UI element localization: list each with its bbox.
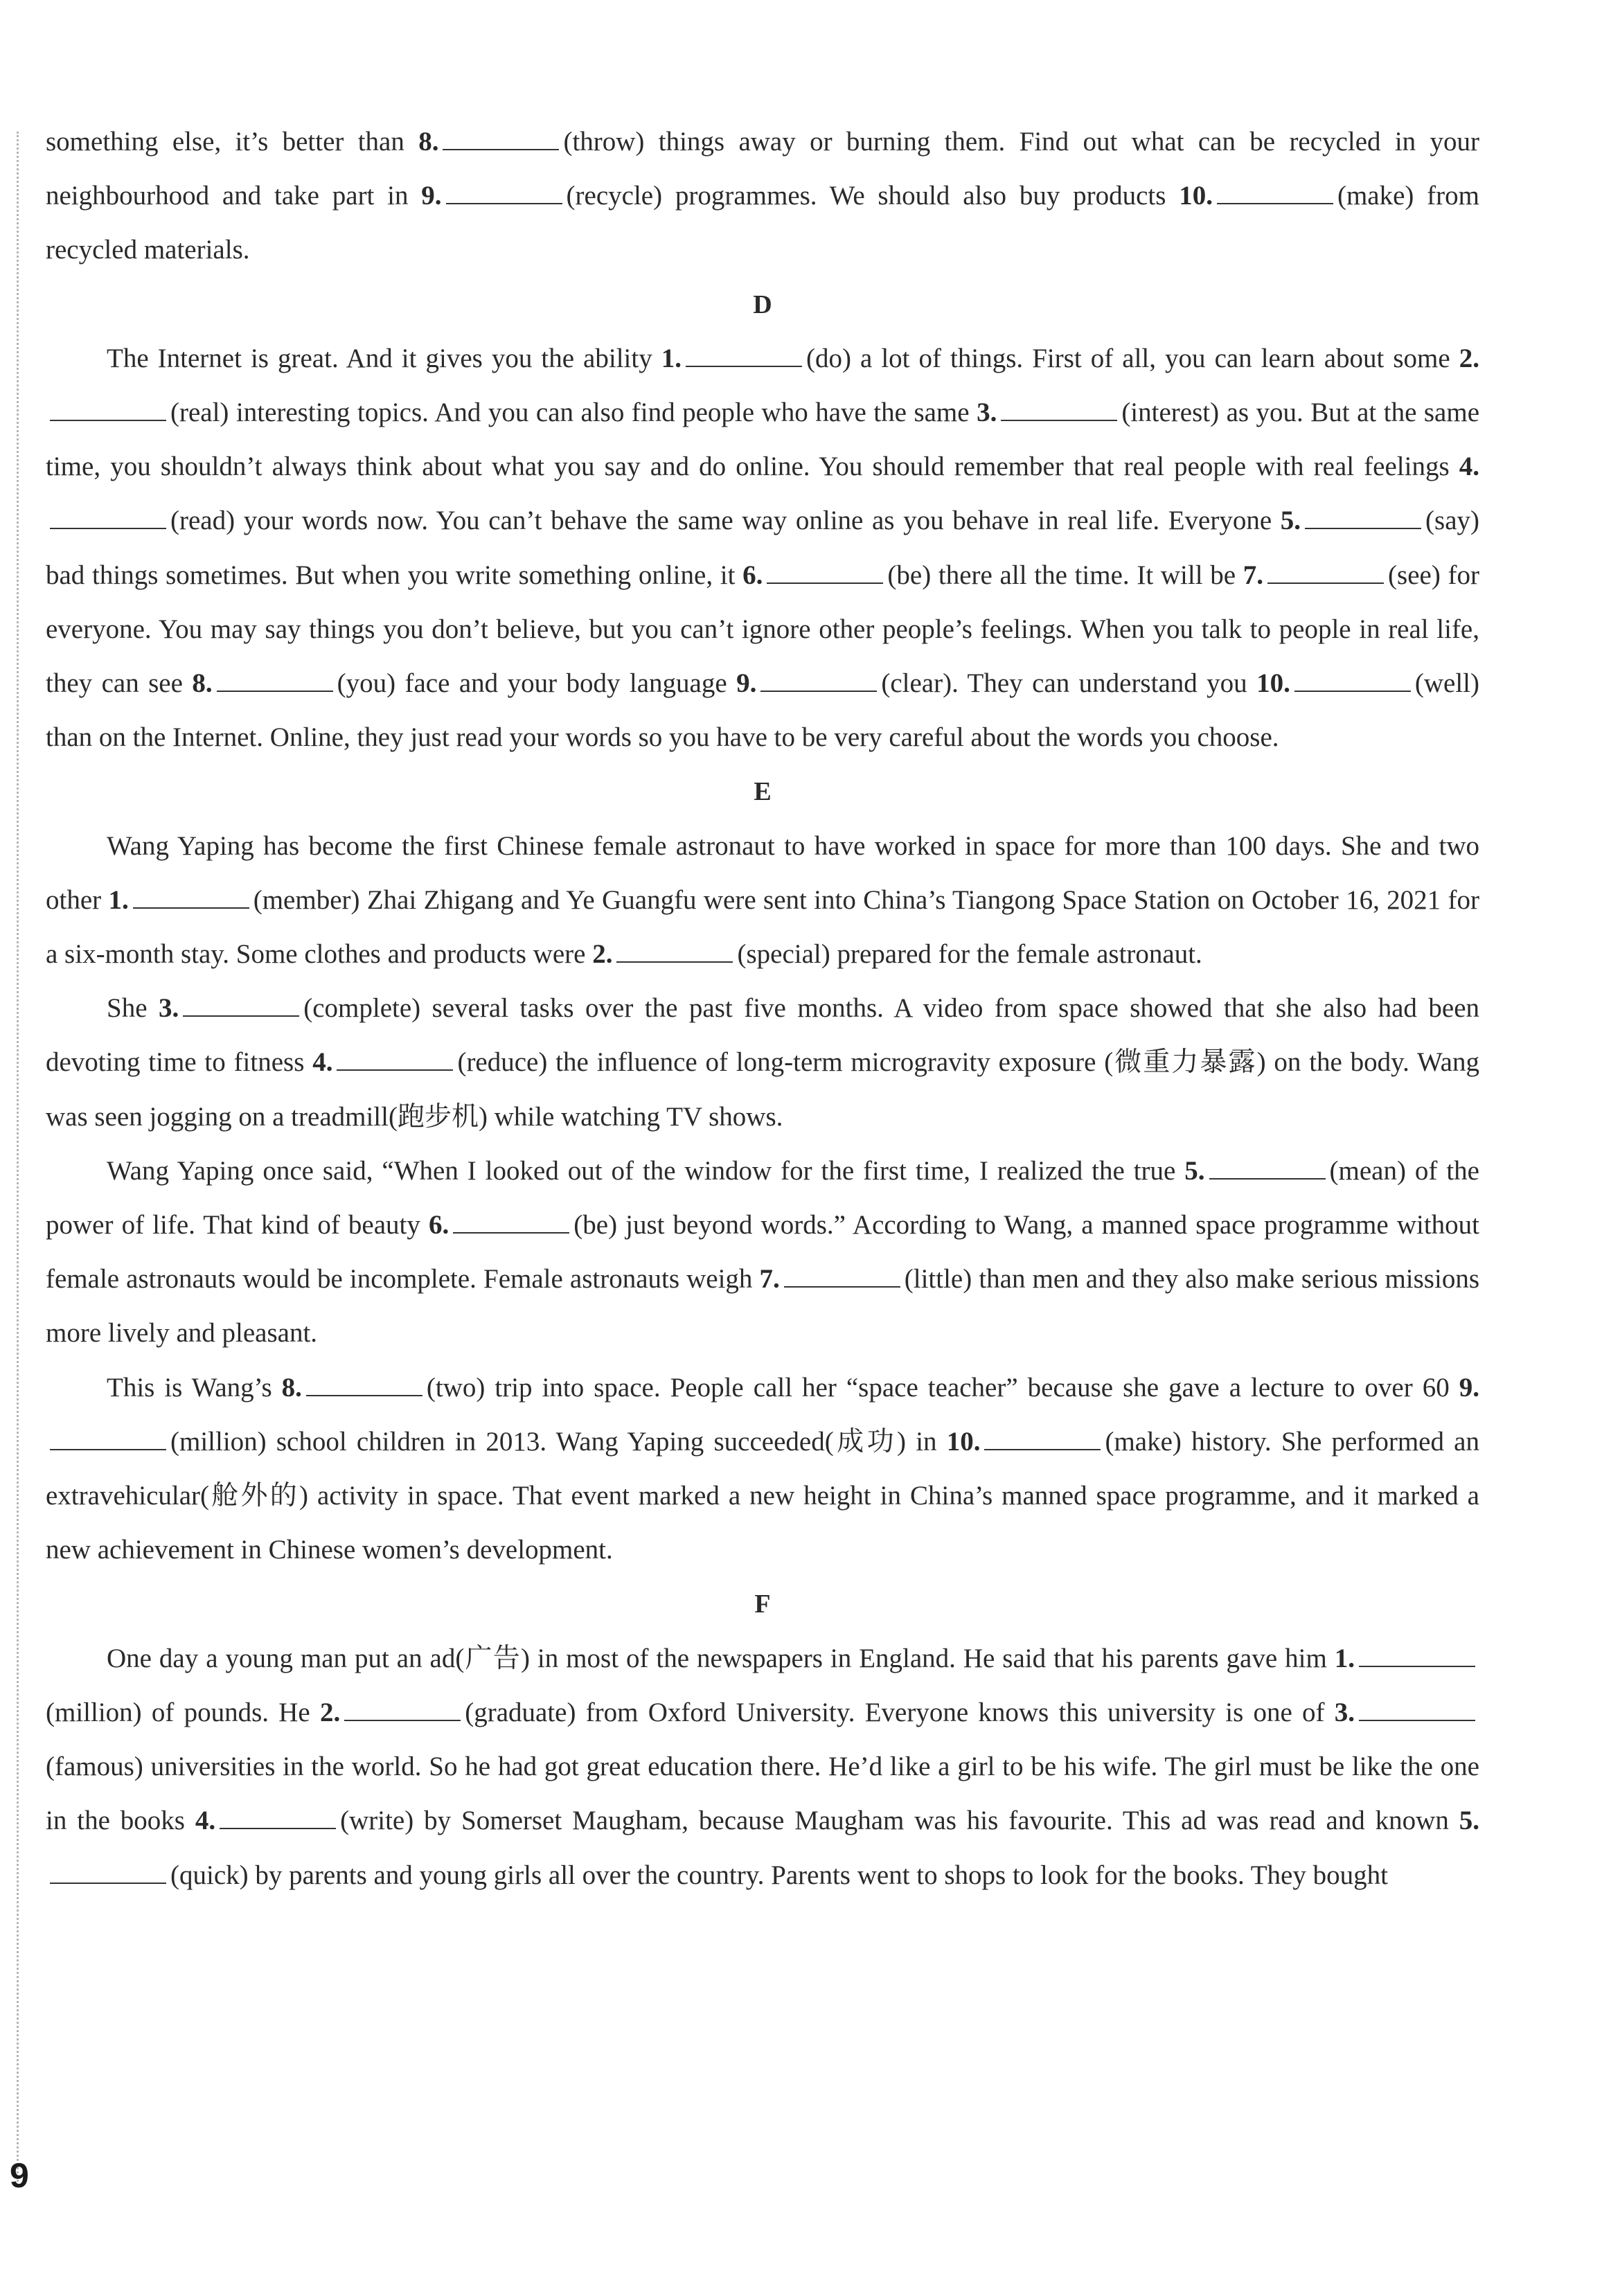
passage-text: (quick) by parents and young girls all over the country. Parents went to shops to look for the books. They bought xyxy=(170,1860,1388,1890)
answer-blank[interactable] xyxy=(1217,182,1333,204)
passage-text: (do) a lot of things. First of all, you can learn about some xyxy=(806,343,1459,373)
passage-text: (see) for everyone. You may say things you don’t believe, but you can’t ignore other people’s feelings. When you talk to people in real life, they can see xyxy=(46,560,1480,699)
passage-text: (throw) things away or burning them. Find out what can be recycled in your neighbourhood and take part in xyxy=(46,127,1480,211)
question-number: 1. xyxy=(1334,1643,1355,1673)
answer-blank[interactable] xyxy=(50,1428,166,1450)
question-number: 1. xyxy=(108,884,129,915)
passage-text: (million) school children in 2013. Wang Yaping succeeded(成功) in xyxy=(170,1426,947,1457)
question-number: 7. xyxy=(759,1264,780,1294)
answer-blank[interactable] xyxy=(220,1807,336,1829)
answer-blank[interactable] xyxy=(760,670,877,692)
question-number: 9. xyxy=(421,181,442,211)
answer-blank[interactable] xyxy=(50,399,166,421)
question-number: 2. xyxy=(319,1697,341,1727)
passage-text: (little) than men and they also make serious missions more lively and pleasant. xyxy=(46,1264,1479,1349)
question-number: 5. xyxy=(1459,1806,1479,1836)
question-number: 2. xyxy=(592,939,613,970)
passage-text: (make) from recycled materials. xyxy=(46,181,1479,265)
passage-text: (interest) as you. But at the same time, you shouldn’t always think about what you say and do online. You should remember that real people with real feelings xyxy=(46,398,1479,482)
passage-text: (be) just beyond words.” According to Wang, a manned space programme without female astronauts would be incomplete. Female astronauts weigh xyxy=(46,1210,1479,1294)
passage-text: (make) history. She performed an extravehicular(舱外的) activity in space. That event marked a new height in China’s manned space programme, and it marked a new achievement in Chinese women’s development. xyxy=(46,1426,1479,1565)
passage-text: (real) interesting topics. And you can also find people who have the same xyxy=(170,398,977,428)
question-number: 5. xyxy=(1280,506,1301,536)
exercise-text xyxy=(46,115,1479,1903)
passage-text: (be) there all the time. It will be xyxy=(887,560,1243,590)
answer-blank[interactable] xyxy=(337,1049,453,1071)
question-number: 4. xyxy=(195,1806,216,1836)
answer-blank[interactable] xyxy=(1267,562,1384,584)
passage-text: (reduce) the influence of long-term microgravity exposure (微重力暴露) on the body. Wang was seen jogging on a treadmill(跑步机) while watching TV shows. xyxy=(46,1047,1479,1132)
question-number: 9. xyxy=(1459,1372,1479,1403)
question-number: 10. xyxy=(946,1426,981,1457)
answer-blank[interactable] xyxy=(784,1265,900,1288)
passage-paragraph xyxy=(46,332,1479,765)
section-heading: E xyxy=(754,777,772,807)
question-number: 3. xyxy=(1334,1697,1355,1727)
answer-blank[interactable] xyxy=(1305,507,1421,529)
section-heading: F xyxy=(754,1590,771,1619)
passage-text: The Internet is great. And it gives you the ability xyxy=(107,343,661,373)
answer-blank[interactable] xyxy=(453,1211,569,1234)
answer-blank[interactable] xyxy=(1359,1645,1475,1667)
passage-text: (you) face and your body language xyxy=(337,668,737,699)
question-number: 8. xyxy=(192,668,213,699)
binding-margin-line xyxy=(17,132,19,2182)
answer-blank[interactable] xyxy=(446,182,562,204)
passage-text: (well) than on the Internet. Online, they just read your words so you have to be very careful about the words you choose. xyxy=(46,668,1479,753)
question-number: 1. xyxy=(661,343,682,373)
passage-paragraph xyxy=(46,981,1479,1144)
passage-text: (million) of pounds. He xyxy=(46,1697,320,1727)
passage-text: (famous) universities in the world. So he had got great education there. He’d like a girl to be his wife. The girl must be like the one in the books xyxy=(46,1752,1479,1836)
passage-text: (mean) of the power of life. That kind of beauty xyxy=(46,1155,1479,1240)
question-number: 6. xyxy=(742,560,763,590)
answer-blank[interactable] xyxy=(183,995,299,1017)
answer-blank[interactable] xyxy=(984,1428,1101,1450)
answer-blank[interactable] xyxy=(217,670,333,692)
answer-blank[interactable] xyxy=(443,128,559,150)
answer-blank[interactable] xyxy=(344,1699,461,1721)
answer-blank[interactable] xyxy=(1359,1699,1475,1721)
question-number: 4. xyxy=(312,1047,333,1078)
question-number: 6. xyxy=(429,1210,450,1240)
question-number: 10. xyxy=(1256,668,1290,699)
passage-text: something else, it’s better than xyxy=(46,127,419,157)
answer-blank[interactable] xyxy=(1001,399,1117,421)
passage-text: She xyxy=(107,993,159,1024)
answer-blank[interactable] xyxy=(686,345,802,367)
passage-text: Wang Yaping once said, “When I looked out of the window for the first time, I realized the true xyxy=(107,1155,1185,1186)
answer-blank[interactable] xyxy=(50,1862,166,1884)
passage-text: One day a young man put an ad(广告) in most of the newspapers in England. He said that his parents gave him xyxy=(107,1643,1335,1673)
passage-text: (special) prepared for the female astronaut. xyxy=(737,939,1202,970)
answer-blank[interactable] xyxy=(50,507,166,529)
passage-paragraph xyxy=(46,1144,1479,1361)
passage-text: (say) bad things sometimes. But when you write something online, it xyxy=(46,506,1479,590)
question-number: 3. xyxy=(158,993,179,1024)
question-number: 4. xyxy=(1459,452,1479,482)
answer-blank[interactable] xyxy=(767,562,883,584)
answer-blank[interactable] xyxy=(306,1374,422,1396)
answer-blank[interactable] xyxy=(616,941,733,963)
passage-text: (member) Zhai Zhigang and Ye Guangfu were sent into China’s Tiangong Space Station on October 16, 2021 for a six-month stay. Some clothes and products were xyxy=(46,884,1479,970)
passage-paragraph xyxy=(46,115,1479,278)
question-number: 3. xyxy=(977,398,997,428)
passage-text: This is Wang’s xyxy=(107,1372,282,1403)
question-number: 8. xyxy=(418,127,439,157)
passage-text: (complete) several tasks over the past five months. A video from space showed that she also had been devoting time to fitness xyxy=(46,993,1480,1078)
passage-paragraph xyxy=(46,1632,1479,1903)
question-number: 10. xyxy=(1179,181,1213,211)
passage-paragraph xyxy=(46,819,1479,982)
question-number: 9. xyxy=(736,668,757,699)
passage-text: (recycle) programmes. We should also buy products xyxy=(566,181,1180,211)
passage-text: (write) by Somerset Maugham, because Maugham was his favourite. This ad was read and known xyxy=(340,1806,1459,1836)
answer-blank[interactable] xyxy=(1294,670,1411,692)
page-number: 9 xyxy=(10,2156,29,2195)
answer-blank[interactable] xyxy=(133,887,249,909)
passage-text: (read) your words now. You can’t behave the same way online as you behave in real life. Everyone xyxy=(170,506,1281,536)
question-number: 5. xyxy=(1184,1155,1205,1186)
question-number: 8. xyxy=(281,1372,302,1403)
passage-text: (clear). They can understand you xyxy=(881,668,1257,699)
section-heading: D xyxy=(753,290,772,319)
passage-paragraph xyxy=(46,1361,1479,1578)
passage-text: Wang Yaping has become the first Chinese female astronaut to have worked in space for more than 100 days. She and two other xyxy=(46,830,1479,915)
answer-blank[interactable] xyxy=(1209,1157,1326,1180)
question-number: 7. xyxy=(1243,560,1264,590)
passage-text: (graduate) from Oxford University. Everyone knows this university is one of xyxy=(465,1697,1335,1727)
question-number: 2. xyxy=(1459,343,1479,373)
passage-text: (two) trip into space. People call her “space teacher” because she gave a lecture to over 60 xyxy=(426,1372,1459,1403)
